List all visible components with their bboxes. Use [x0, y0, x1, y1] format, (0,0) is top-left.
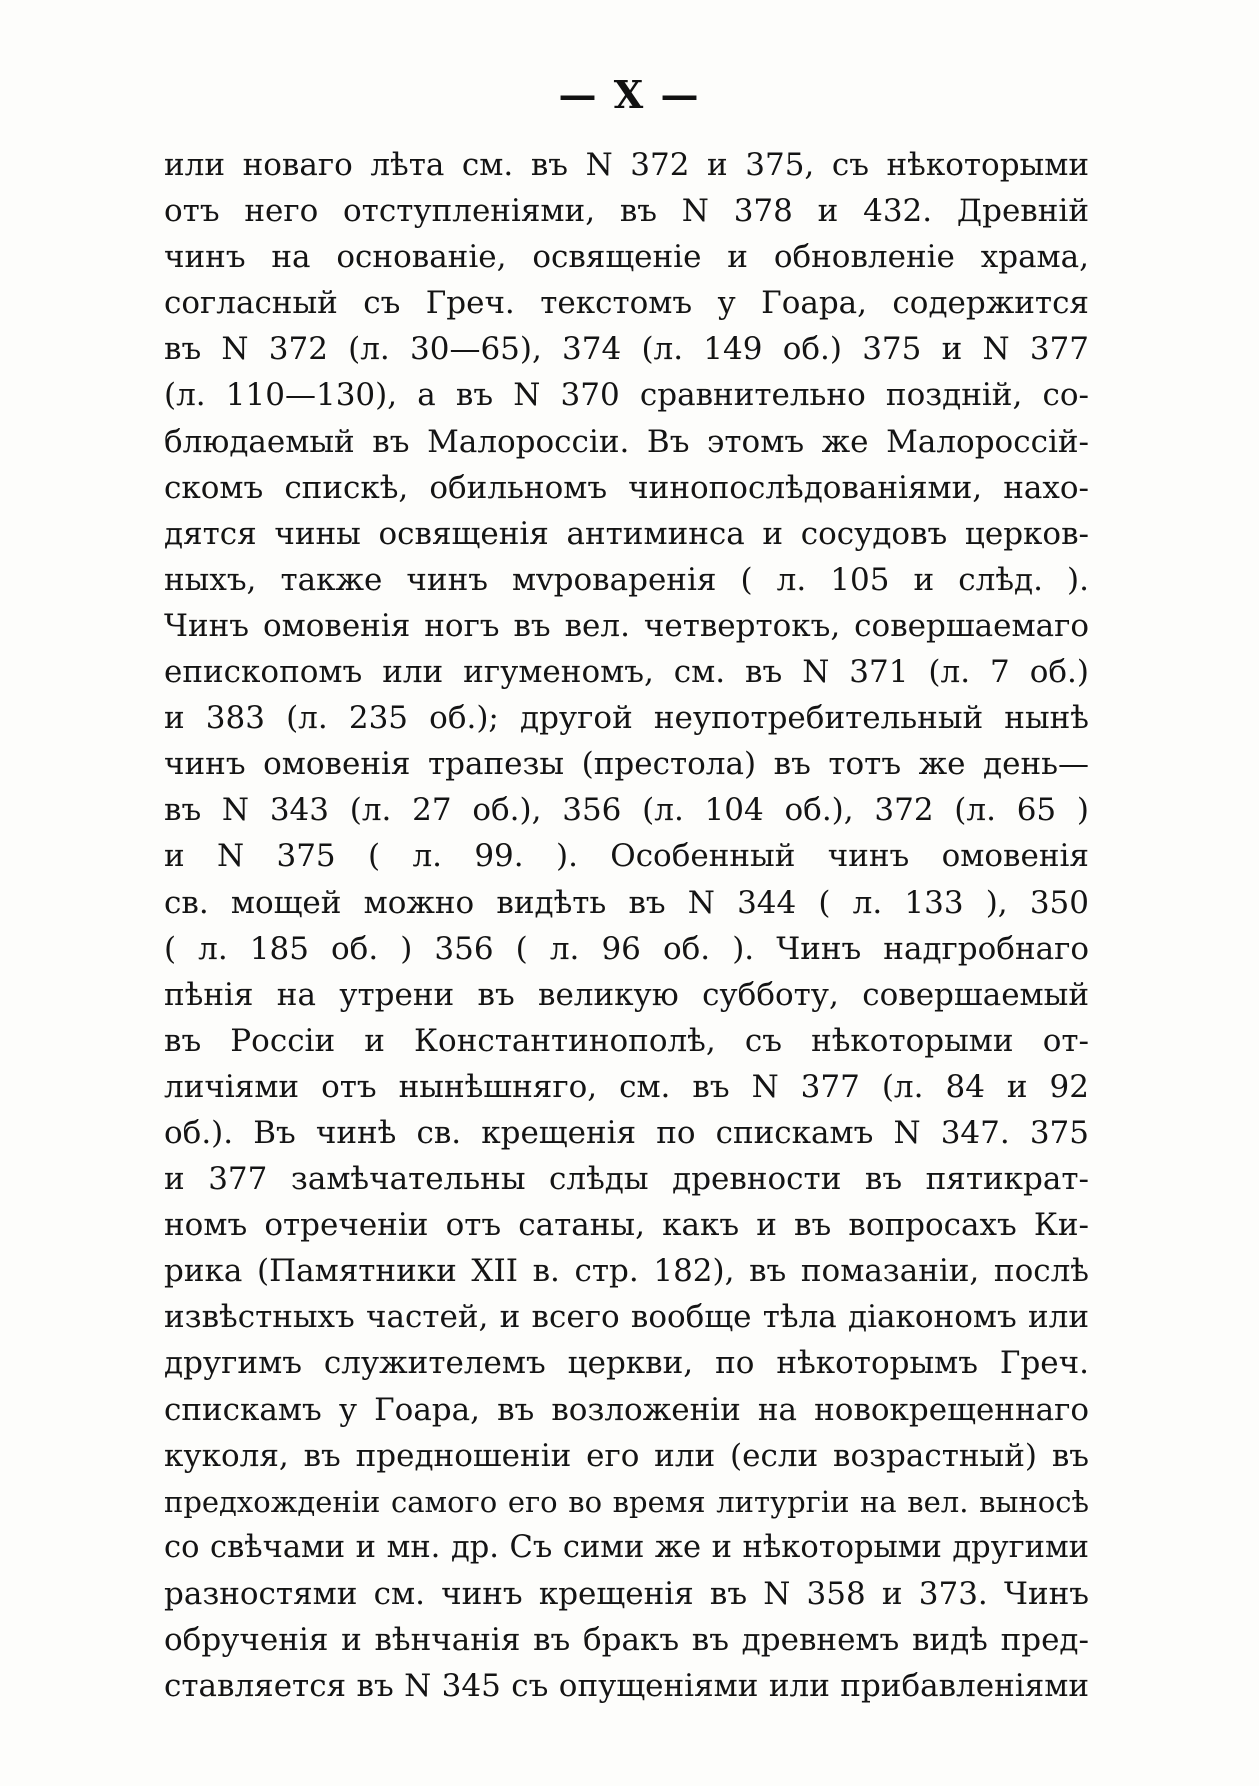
text-line: отъ него отступленiями, въ N 378 и 432. Древнiй [164, 193, 1089, 230]
text-line: и N 375 ( л. 99. ). Особенный чинъ омовенiя [164, 838, 1089, 875]
text-line: рика (Памятники XII в. стр. 182), въ помазанiи, послѣ [164, 1253, 1089, 1290]
body-text [164, 142, 1089, 1709]
text-line: извѣстныхъ частей, и всего вообще тѣла дiакономъ или [164, 1299, 1089, 1336]
text-line: или новаго лѣта см. въ N 372 и 375, съ нѣкоторыми [164, 147, 1089, 183]
text-line: Чинъ омовенiя ногъ въ вел. четвертокъ, совершаемаго [164, 607, 1089, 644]
text-line: (л. 110—130), а въ N 370 сравнительно позднiй, со- [164, 377, 1089, 414]
text-line: личiями отъ нынѣшняго, см. въ N 377 (л. 84 и 92 [164, 1068, 1089, 1105]
text-line: об.). Въ чинѣ св. крещенiя по спискамъ N 347. 375 [164, 1114, 1089, 1151]
text-line: предхожденiи самого его во время литургiи на вел. выносѣ [164, 1484, 1089, 1519]
text-line: разностями см. чинъ крещенiя въ N 358 и 373. Чинъ [164, 1575, 1089, 1612]
text-line: епископомъ или игуменомъ, см. въ N 371 (л. 7 об.) [164, 654, 1089, 691]
text-line: и 377 замѣчательны слѣды древности въ пятикрат- [164, 1161, 1089, 1198]
text-line: и 383 (л. 235 об.); другой неупотребительный нынѣ [164, 700, 1089, 737]
text-line: въ Россiи и Константинополѣ, съ нѣкоторыми от- [164, 1022, 1089, 1059]
text-line: ныхъ, также чинъ мvроваренiя ( л. 105 и слѣд. ). [164, 561, 1089, 598]
text-line: ставляется въ N 345 съ опущенiями или прибавленiями [164, 1668, 1089, 1705]
text-line: чинъ омовенiя трапезы (престола) въ тотъ же день— [164, 746, 1089, 783]
text-line: куколя, въ предношенiи его или (если возрастный) въ [164, 1437, 1089, 1474]
text-line: чинъ на основанiе, освященiе и обновленiе храма, [164, 239, 1089, 276]
text-line: номъ отреченiи отъ сатаны, какъ и въ вопросахъ Ки- [164, 1207, 1089, 1244]
text-line: въ N 372 (л. 30—65), 374 (л. 149 об.) 375 и N 377 [164, 331, 1089, 368]
text-line: скомъ спискѣ, обильномъ чинопослѣдованiями, нахо- [164, 469, 1089, 506]
page-number: — X — [558, 72, 701, 117]
text-line: пѣнiя на утрени въ великую субботу, совершаемый [164, 976, 1089, 1013]
text-line: блюдаемый въ Малороссiи. Въ этомъ же Малороссiй- [164, 423, 1089, 460]
text-line: ( л. 185 об. ) 356 ( л. 96 об. ). Чинъ надгробнаго [164, 930, 1089, 967]
text-line: другимъ служителемъ церкви, по нѣкоторымъ Греч. [164, 1345, 1089, 1382]
text-line: спискамъ у Гоара, въ возложенiи на новокрещеннаго [164, 1391, 1089, 1428]
text-line: обрученiя и вѣнчанiя въ бракъ въ древнемъ видѣ пред- [164, 1622, 1089, 1658]
text-line: согласный съ Греч. текстомъ у Гоара, содержится [164, 285, 1089, 322]
text-line: св. мощей можно видѣть въ N 344 ( л. 133 ), 350 [164, 884, 1089, 921]
text-line: въ N 343 (л. 27 об.), 356 (л. 104 об.), 372 (л. 65 ) [164, 792, 1089, 829]
text-line: дятся чины освященiя антиминса и сосудовъ церков- [164, 515, 1089, 552]
text-line: со свѣчами и мн. др. Съ сими же и нѣкоторыми другими [164, 1529, 1089, 1565]
